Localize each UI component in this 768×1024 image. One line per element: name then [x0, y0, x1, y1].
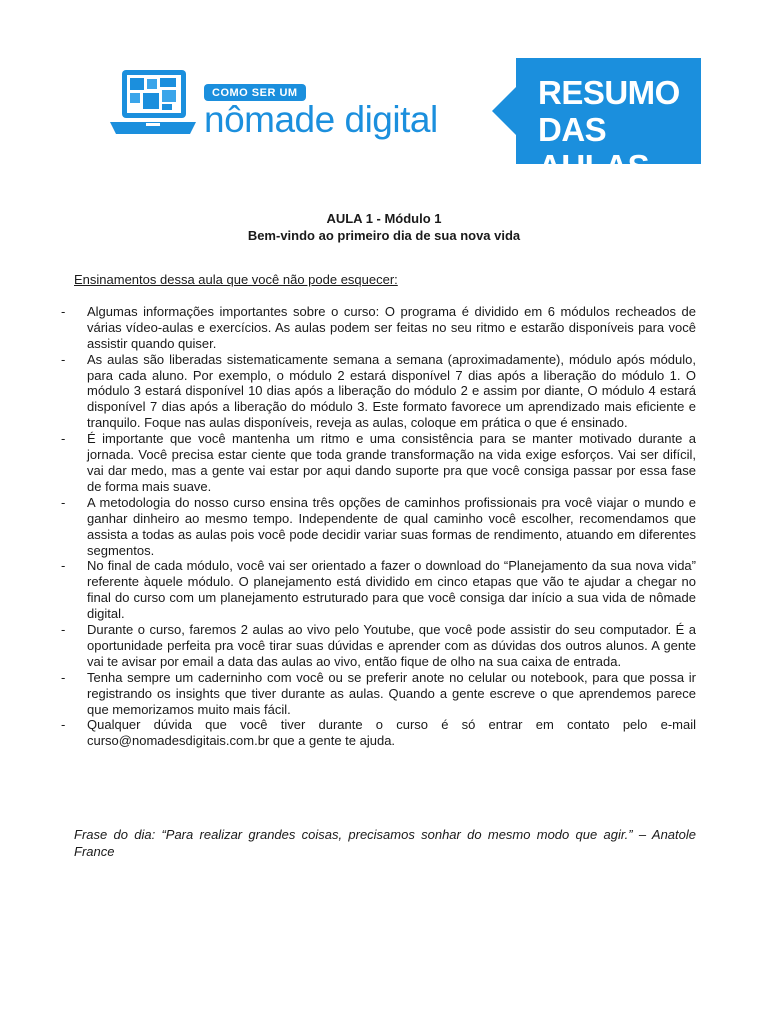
list-item: - Algumas informações importantes sobre o curso: O programa é dividido em 6 módulos recheados de várias vídeo-aulas e exercícios. As aulas podem ser feitas no seu ritmo e estarão disponíveis para você assistir quando quiser.: [74, 304, 696, 352]
list-item: - Durante o curso, faremos 2 aulas ao vivo pelo Youtube, que você pode assistir do seu computador. É a oportunidade perfeita pra você tirar suas dúvidas e aprender com as dúvidas dos outros alunos. A gente vai te avisar por email a data das aulas ao vivo, então fique de olho na sua caixa de entrada.: [74, 622, 696, 670]
list-item: - É importante que você mantenha um ritmo e uma consistência para se manter motivado durante a jornada. Você precisa estar ciente que toda grande transformação na vida exige esforços. Vai ser difícil, vai dar medo, mas a gente vai estar por aqui dando suporte pra que você consiga passar por essa fase de forma mais suave.: [74, 431, 696, 495]
bullet-list: [74, 304, 696, 749]
quote-of-the-day: Frase do dia: “Para realizar grandes coisas, precisamos sonhar do mesmo modo que agir.” – Anatole France: [74, 827, 696, 859]
list-item: - Tenha sempre um caderninho com você ou se preferir anote no celular ou notebook, para que possa ir registrando os insights que tiver durante as aulas. Quando a gente escreve o que aprendemos parece que memorizamos muito mais fácil.: [74, 670, 696, 718]
lesson-content: [74, 272, 696, 749]
resumo-line1: RESUMO: [538, 74, 680, 111]
list-item: - A metodologia do nosso curso ensina três opções de caminhos profissionais pra você viajar o mundo e ganhar dinheiro ao mesmo tempo. Independente de qual caminho você escolher, recomendamos que assista a todas as aulas pois você pode decidir variar suas formas de rendimento, atuando em diferentes segmentos.: [74, 495, 696, 559]
resumo-line2: DAS AULAS: [538, 111, 650, 185]
intro-heading: Ensinamentos dessa aula que você não pode esquecer:: [74, 272, 398, 287]
logo-wordmark: nômade digital: [204, 99, 438, 140]
resumo-badge: [516, 58, 701, 185]
logo-tagline: COMO SER UM: [204, 84, 306, 101]
laptop-icon: [108, 66, 198, 140]
list-item: - As aulas são liberadas sistematicamente semana a semana (aproximadamente), módulo após módulo, para cada aluno. Por exemplo, o módulo 2 estará disponível 7 dias após a liberação do módulo 1. O módulo 3 estará disponível 10 dias após a liberação do módulo 2 e assim por diante, O módulo 4 estará disponível 7 dias após a liberação do módulo 3. Este formato favorece um aprendizado mais eficiente e tranquilo. Foque nas aulas disponíveis, reveja as aulas, coloque em prática o que é ensinado.: [74, 352, 696, 432]
logo: [108, 60, 478, 140]
list-item: - No final de cada módulo, você vai ser orientado a fazer o download do “Planejamento da sua nova vida” referente àquele módulo. O planejamento está dividido em cinco etapas que vão te ajudar a chegar no final do curso com um planejamento estruturado para que você consiga dar início a sua vida de nômade digital.: [74, 558, 696, 622]
list-item: - Qualquer dúvida que você tiver durante o curso é só entrar em contato pelo e-mail curso@nomadesdigitais.com.br que a gente te ajuda.: [74, 717, 696, 749]
lesson-subtitle: Bem-vindo ao primeiro dia de sua nova vida: [247, 228, 521, 243]
lesson-title: AULA 1 - Módulo 1: [326, 211, 442, 226]
